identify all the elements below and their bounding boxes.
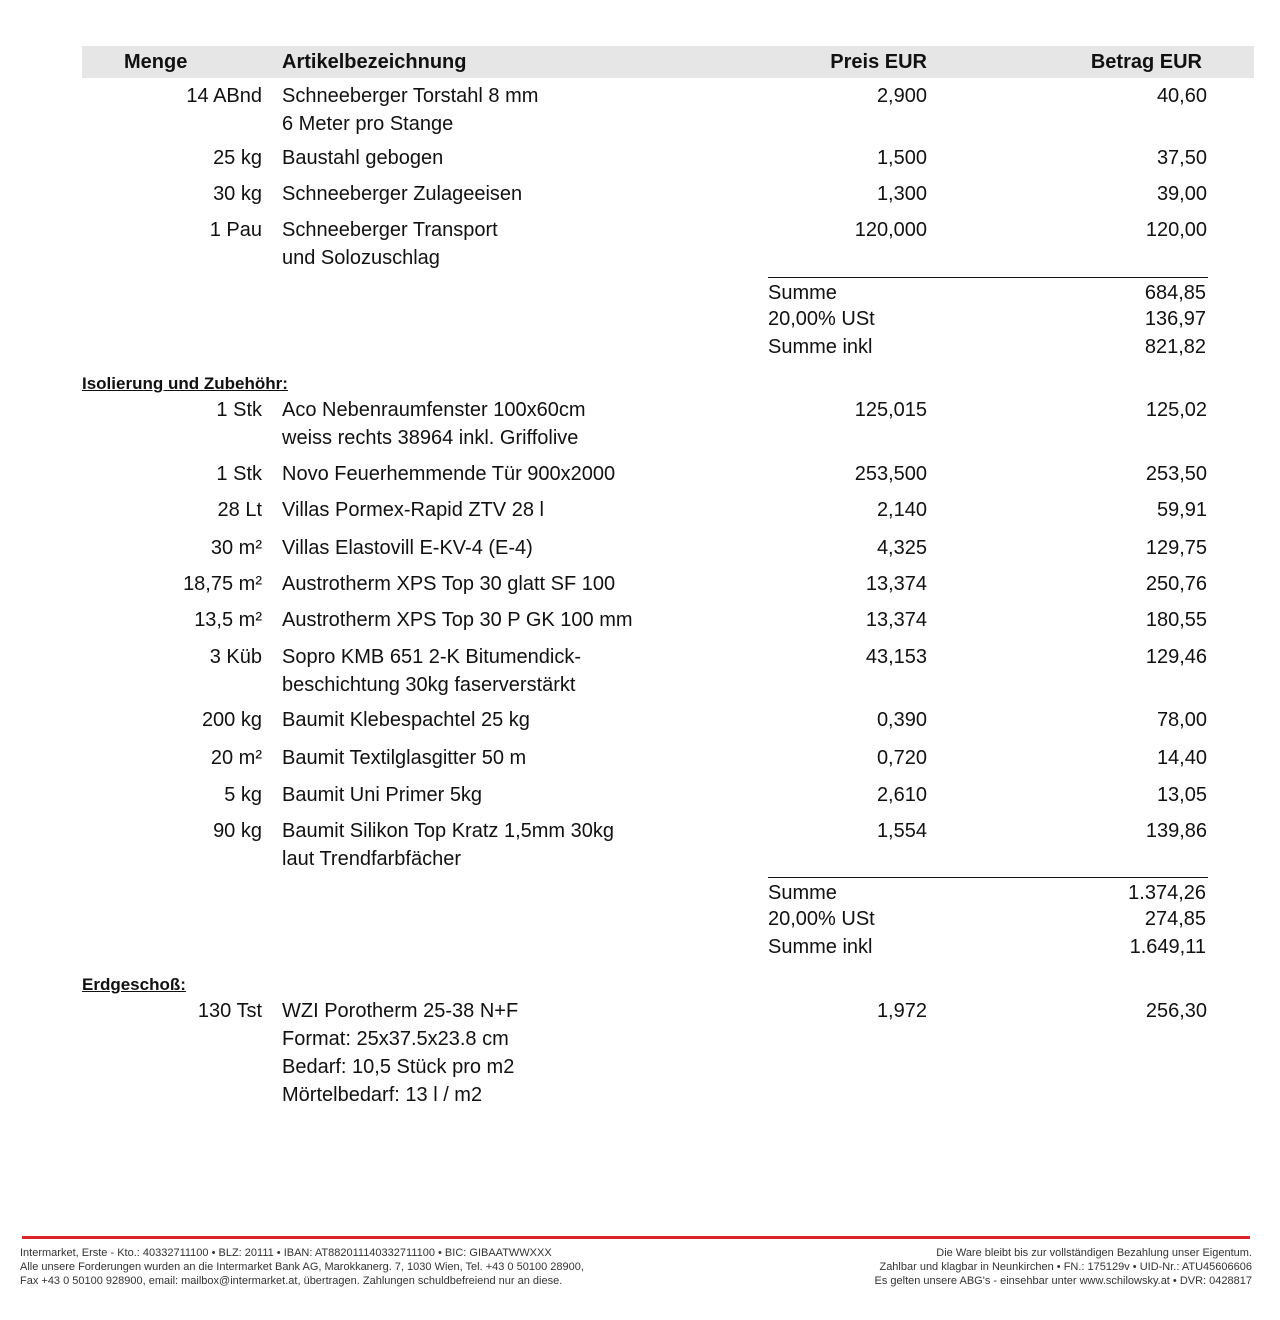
item-price: 1,554 (876, 820, 927, 842)
summary-rule (768, 277, 1208, 278)
footer-line: Alle unsere Forderungen wurden an die Intermarket Bank AG, Marokkanerg. 7, 1030 Wien, Tel. +43 0 50100 28900, (20, 1261, 584, 1273)
item-description (282, 460, 752, 488)
section-title: Isolierung und Zubehöhr: (82, 374, 288, 393)
item-price: 125,015 (854, 399, 927, 421)
item-price: 1,972 (876, 1000, 927, 1022)
item-price: 1,500 (876, 147, 927, 169)
summary-value: 1.649,11 (1129, 936, 1206, 958)
item-description-line: beschichtung 30kg faserverstärkt (282, 674, 576, 696)
footer-line: Die Ware bleibt bis zur vollständigen Bezahlung unser Eigentum. (936, 1247, 1252, 1259)
item-price: 2,140 (876, 499, 927, 521)
item-description-line: Novo Feuerhemmende Tür 900x2000 (282, 463, 616, 485)
item-quantity: 25 kg (213, 147, 262, 169)
item-amount: 59,91 (1156, 499, 1207, 521)
summary-value: 684,85 (1144, 282, 1206, 304)
header-artikel: Artikelbezeichnung (282, 51, 467, 73)
item-description-line: laut Trendfarbfächer (282, 848, 461, 870)
item-quantity: 90 kg (213, 820, 262, 842)
summary-value: 136,97 (1144, 308, 1206, 330)
item-quantity: 13,5 m² (194, 609, 262, 631)
item-quantity: 30 kg (213, 183, 262, 205)
item-amount: 256,30 (1145, 1000, 1207, 1022)
summary-label: Summe inkl (768, 936, 873, 958)
item-description (282, 144, 752, 172)
item-amount: 14,40 (1156, 747, 1207, 769)
item-quantity: 1 Stk (216, 463, 262, 485)
item-amount: 129,46 (1145, 646, 1207, 668)
item-amount: 129,75 (1145, 537, 1207, 559)
item-description-line: und Solozuschlag (282, 247, 440, 269)
summary-label: Summe inkl (768, 336, 873, 358)
item-amount: 253,50 (1145, 463, 1207, 485)
item-description (282, 396, 752, 452)
header-menge: Menge (124, 51, 188, 73)
item-amount: 139,86 (1145, 820, 1207, 842)
item-description-line: Villas Pormex-Rapid ZTV 28 l (282, 499, 544, 521)
item-description (282, 180, 752, 208)
item-description-line: WZI Porotherm 25-38 N+F (282, 1000, 519, 1022)
item-price: 13,374 (865, 609, 927, 631)
item-description (282, 997, 752, 1109)
item-quantity: 1 Pau (209, 219, 262, 241)
item-amount: 39,00 (1156, 183, 1207, 205)
item-description (282, 534, 752, 562)
footer-rule (22, 1236, 1250, 1239)
item-price: 253,500 (854, 463, 927, 485)
item-quantity: 18,75 m² (183, 573, 262, 595)
item-description-line: Baumit Uni Primer 5kg (282, 784, 483, 806)
item-description-line: Mörtelbedarf: 13 l / m2 (282, 1084, 483, 1106)
item-description (282, 216, 752, 272)
item-description-line: Austrotherm XPS Top 30 glatt SF 100 (282, 573, 616, 595)
footer-legal-info (875, 1246, 1253, 1288)
item-description-line: 6 Meter pro Stange (282, 113, 454, 135)
footer-line: Fax +43 0 50100 928900, email: mailbox@intermarket.at, übertragen. Zahlungen schuldbefreiend nur an diese. (20, 1275, 563, 1287)
item-description-line: Baustahl gebogen (282, 147, 444, 169)
item-price: 2,610 (876, 784, 927, 806)
header-preis: Preis EUR (830, 51, 927, 73)
item-description-line: Baumit Silikon Top Kratz 1,5mm 30kg (282, 820, 615, 842)
summary-value: 274,85 (1144, 908, 1206, 930)
item-price: 0,720 (876, 747, 927, 769)
item-quantity: 28 Lt (217, 499, 262, 521)
item-amount: 37,50 (1156, 147, 1207, 169)
summary-label: Summe (768, 882, 837, 904)
item-price: 120,000 (854, 219, 927, 241)
item-description (282, 706, 752, 734)
item-description-line: Schneeberger Transport (282, 219, 498, 241)
item-description-line: Austrotherm XPS Top 30 P GK 100 mm (282, 609, 633, 631)
item-description-line: Schneeberger Torstahl 8 mm (282, 85, 539, 107)
item-amount: 125,02 (1145, 399, 1207, 421)
item-description-line: Bedarf: 10,5 Stück pro m2 (282, 1056, 515, 1078)
item-amount: 180,55 (1145, 609, 1207, 631)
item-description (282, 82, 752, 138)
table-header (82, 46, 1254, 78)
footer-line: Es gelten unsere ABG's - einsehbar unter www.schilowsky.at • DVR: 0428817 (874, 1275, 1252, 1287)
item-quantity: 1 Stk (216, 399, 262, 421)
summary-label: 20,00% USt (768, 908, 875, 930)
section-title: Erdgeschoß: (82, 975, 186, 994)
summary-value: 821,82 (1144, 336, 1206, 358)
item-quantity: 5 kg (224, 784, 262, 806)
item-description-line: Aco Nebenraumfenster 100x60cm (282, 399, 586, 421)
footer-bank-info (20, 1246, 584, 1288)
summary-label: 20,00% USt (768, 308, 875, 330)
item-amount: 120,00 (1145, 219, 1207, 241)
item-quantity: 130 Tst (197, 1000, 262, 1022)
footer-line: Zahlbar und klagbar in Neunkirchen • FN.: 175129v • UID-Nr.: ATU45606606 (879, 1261, 1252, 1273)
item-quantity: 200 kg (201, 709, 262, 731)
summary-label: Summe (768, 282, 837, 304)
header-betrag: Betrag EUR (1090, 51, 1202, 73)
item-description-line: Baumit Textilglasgitter 50 m (282, 747, 527, 769)
item-amount: 13,05 (1156, 784, 1207, 806)
item-quantity: 3 Küb (209, 646, 262, 668)
item-amount: 40,60 (1156, 85, 1207, 107)
footer-line: Intermarket, Erste - Kto.: 40332711100 • BLZ: 20111 • IBAN: AT882011140332711100 • BIC: GIBAATWWXXX (20, 1247, 552, 1259)
item-description (282, 643, 752, 699)
item-quantity: 30 m² (210, 537, 262, 559)
item-description (282, 570, 752, 598)
item-amount: 78,00 (1156, 709, 1207, 731)
item-price: 2,900 (876, 85, 927, 107)
summary-rule (768, 877, 1208, 878)
item-description-line: weiss rechts 38964 inkl. Griffolive (282, 427, 579, 449)
summary-value: 1.374,26 (1128, 882, 1206, 904)
item-amount: 250,76 (1145, 573, 1207, 595)
item-description (282, 817, 752, 873)
item-price: 1,300 (876, 183, 927, 205)
item-price: 43,153 (865, 646, 927, 668)
item-description-line: Sopro KMB 651 2-K Bitumendick- (282, 646, 582, 668)
item-description-line: Format: 25x37.5x23.8 cm (282, 1028, 509, 1050)
item-description (282, 781, 752, 809)
item-price: 13,374 (865, 573, 927, 595)
item-description-line: Baumit Klebespachtel 25 kg (282, 709, 530, 731)
item-quantity: 14 ABnd (186, 85, 262, 107)
item-description-line: Schneeberger Zulageeisen (282, 183, 523, 205)
item-description-line: Villas Elastovill E-KV-4 (E-4) (282, 537, 533, 559)
item-price: 0,390 (876, 709, 927, 731)
item-description (282, 606, 752, 634)
item-price: 4,325 (876, 537, 927, 559)
item-description (282, 744, 752, 772)
item-quantity: 20 m² (210, 747, 262, 769)
item-description (282, 496, 752, 524)
